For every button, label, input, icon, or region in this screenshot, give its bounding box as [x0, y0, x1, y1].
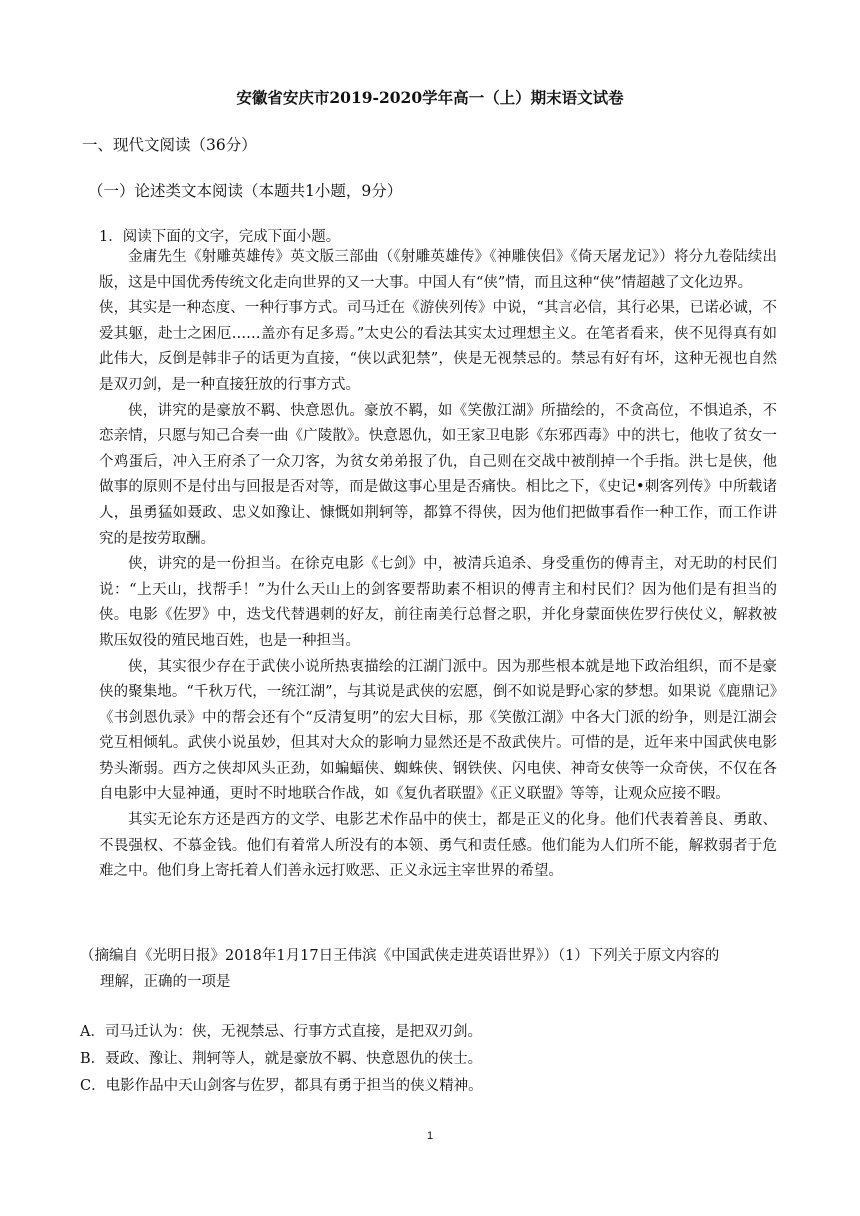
passage-paragraph: 金庸先生《射雕英雄传》英文版三部曲（《射雕英雄传》《神雕侠侣》《倚天屠龙记》）将分九卷陆续出版，这是中国优秀传统文化走向世界的又一大事。中国人有“侠”情，而且这种“侠”情超越了文化边界。 [99, 249, 777, 291]
passage-paragraph: 侠，讲究的是豪放不羁、快意恩仇。豪放不羁，如《笑傲江湖》所描绘的，不贪高位，不惧追杀，不恋亲情，只愿与知己合奏一曲《广陵散》。快意恩仇，如王家卫电影《东邪西毒》中的洪七，他收了贫女一个鸡蛋后，冲入王府杀了一众刀客，为贫女弟弟报了仇，自己则在交战中被削掉一个手指。洪七是侠，他做事的原则不是付出与回报是否对等，而是做这事心里是否痛快。相比之下，《史记•刺客列传》中所载诸人，虽勇猛如聂政、忠义如豫让、慷慨如荆轲等，都算不得侠，因为他们把做事看作一种工作，而工作讲究的是按劳取酬。 [99, 402, 777, 547]
source-note: （摘编自《光明日报》2018年1月17日王伟滨《中国武侠走进英语世界》）（1）下列关于原文内容的 [80, 948, 720, 964]
option-c: C．电影作品中天山剑客与佐罗，都具有勇于担当的侠义精神。 [80, 1078, 483, 1094]
exam-title: 安徽省安庆市2019-2020学年高一（上）期末语文试卷 [236, 88, 624, 107]
answer-options [80, 1019, 780, 1100]
passage-paragraph: 其实无论东方还是西方的文学、电影艺术作品中的侠士，都是正义的化身。他们代表着善良、勇敢、不畏强权、不慕金钱。他们有着常人所没有的本领、勇气和责任感。他们能为人们所不能，解救弱者于危难之中。他们身上寄托着人们善永远打败恶、正义永远主宰世界的希望。 [99, 812, 777, 880]
question-intro: 1．阅读下面的文字，完成下面小题。 [99, 229, 341, 245]
section-heading: 一、现代文阅读（36分） [82, 136, 257, 154]
reading-passage [99, 245, 777, 885]
passage-paragraph: 侠，讲究的是一份担当。在徐克电影《七剑》中，被清兵追杀、身受重伤的傅青主，对无助的村民们说：“上天山，找帮手！”为什么天山上的剑客要帮助素不相识的傅青主和村民们？因为他们是有担当的侠。电影《佐罗》中，迭戈代替遇刺的好友，前往南美行总督之职，并化身蒙面侠佐罗行侠仗义，解救被欺压奴役的殖民地百姓，也是一种担当。 [99, 556, 777, 649]
passage-paragraph: 侠，其实很少存在于武侠小说所热衷描绘的江湖门派中。因为那些根本就是地下政治组织，而不是豪侠的聚集地。“千秋万代，一统江湖”，与其说是武侠的宏愿，倒不如说是野心家的梦想。如果说《鹿鼎记》《书剑恩仇录》中的帮会还有个“反清复明”的宏大目标，那《笑傲江湖》中各大门派的纷争，则是江湖会党互相倾轧。武侠小说虽妙，但其对大众的影响力显然还是不敌武侠片。可惜的是，近年来中国武侠电影势头渐弱。西方之侠却风头正劲，如蝙蝠侠、蜘蛛侠、钢铁侠、闪电侠、神奇女侠等一众奇侠，不仅在各自电影中大显神通，更时不时地联合作战，如《复仇者联盟》《正义联盟》等等，让观众应接不暇。 [99, 658, 777, 803]
passage-paragraph: 侠，其实是一种态度、一种行事方式。司马迁在《游侠列传》中说，“其言必信，其行必果，已诺必诚，不爱其躯，赴士之困厄……盖亦有足多焉。”太史公的看法其实太过理想主义。在笔者看来，侠不见得真有如此伟大，反倒是韩非子的话更为直接，“侠以武犯禁”，侠是无视禁忌的。禁忌有好有坏，这种无视也自然是双刃剑，是一种直接狂放的行事方式。 [99, 300, 777, 393]
source-citation [80, 944, 780, 995]
question-stem-continuation: 理解，正确的一项是 [100, 973, 231, 990]
subsection-heading: （一）论述类文本阅读（本题共1小题，9分） [88, 182, 403, 200]
page-number: 1 [426, 1130, 434, 1142]
option-b: B．聂政、豫让、荆轲等人，就是豪放不羁、快意恩仇的侠士。 [80, 1051, 483, 1067]
option-a: A．司马迁认为：侠，无视禁忌、行事方式直接，是把双刃剑。 [80, 1024, 482, 1040]
